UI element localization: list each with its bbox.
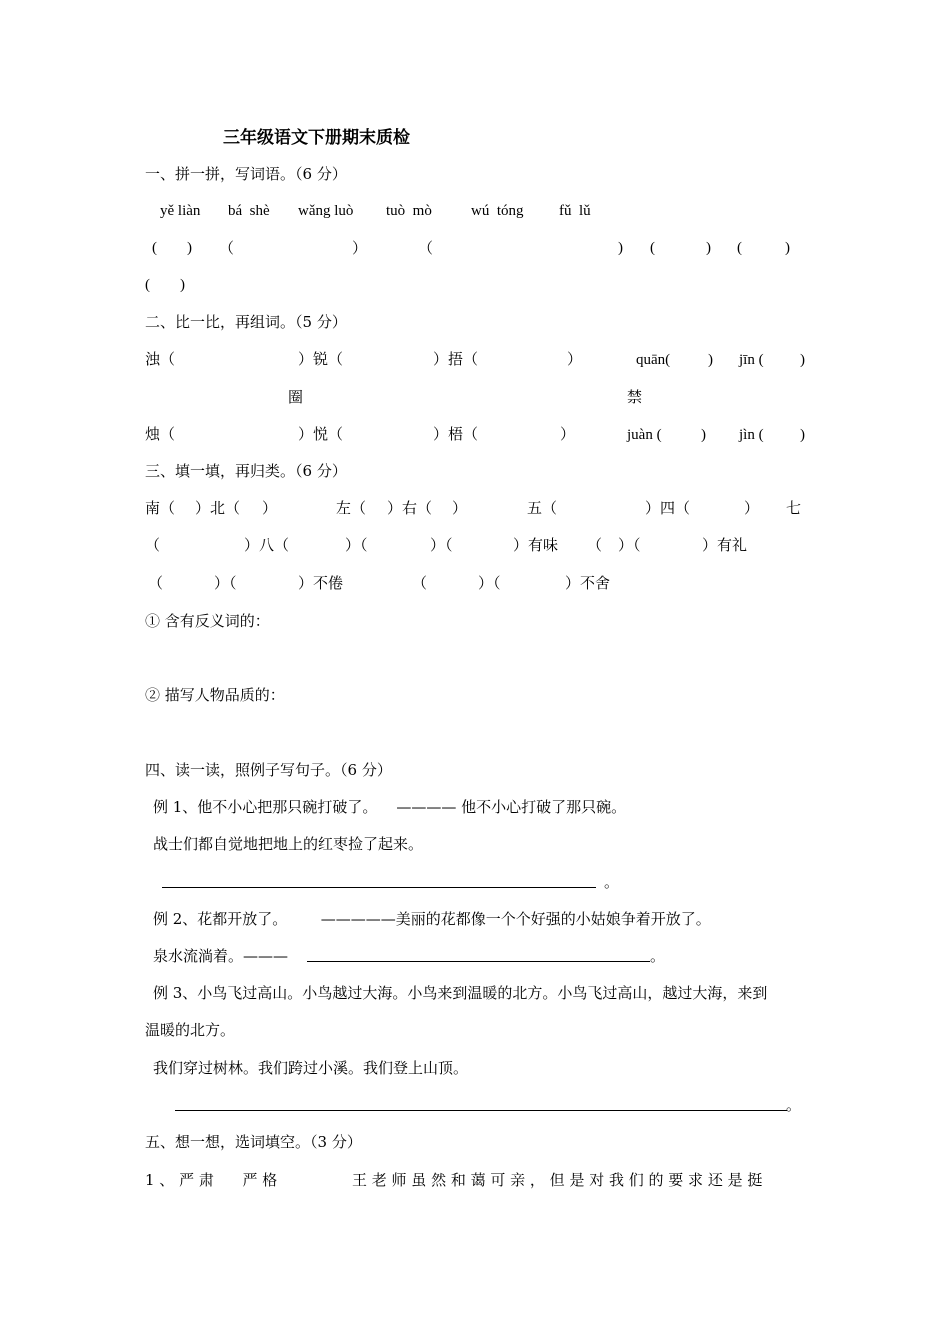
bracket-close: ): [800, 352, 805, 368]
section4-heading: 四、读一读，照例子写句子。（6 分）: [145, 761, 392, 779]
sentence-3: 我们穿过树林。我们跨过小溪。我们登上山顶。: [153, 1059, 469, 1077]
example-1: 例 1、他不小心把那只碗打破了。 ———— 他不小心打破了那只碗。: [153, 798, 627, 816]
bracket-close: ): [800, 427, 805, 443]
sentence-2: 泉水流淌着。———: [153, 947, 289, 965]
compare-char: 浊（: [145, 350, 176, 368]
fill-item: ）有礼: [702, 536, 748, 554]
pinyin-6: fǔ lǔ: [559, 203, 591, 219]
period: 。: [650, 947, 666, 965]
blank-close: ): [706, 240, 711, 256]
answer-line-2[interactable]: [307, 961, 650, 962]
period: 。: [604, 873, 620, 891]
fill-item: 左（: [336, 499, 367, 517]
compare-char: 烛（: [145, 425, 176, 443]
fill-item: ）右（: [387, 499, 433, 517]
fill-item: ）（: [618, 536, 641, 554]
fill-item: （: [148, 574, 164, 592]
blank-bracket[interactable]: ( ): [152, 240, 192, 256]
fill-item: （: [587, 536, 603, 554]
fill-item: ）不倦: [298, 574, 344, 592]
blank-bracket[interactable]: ( ): [145, 277, 185, 293]
char-jin: 禁: [627, 388, 643, 406]
fill-item: ）四（: [645, 499, 691, 517]
compare-char: ）梧（: [433, 425, 479, 443]
classify-quality: ② 描写人物品质的：: [145, 686, 285, 704]
answer-line-1[interactable]: [162, 887, 596, 888]
compare-char: ）悦（: [298, 425, 344, 443]
compare-char: ）捂（: [433, 350, 479, 368]
pinyin-quan: quān(: [636, 352, 671, 368]
fill-item: ）八（: [244, 536, 290, 554]
fill-item: ）北（: [195, 499, 241, 517]
answer-line-3[interactable]: [175, 1110, 787, 1111]
pinyin-1: yě liàn: [160, 203, 201, 219]
example-3-cont: 温暖的北方。: [145, 1021, 236, 1039]
blank-close: ): [618, 240, 623, 256]
blank-open: (: [737, 240, 742, 256]
compare-close: ）: [560, 425, 576, 443]
example-3: 例 3、小鸟飞过高山。小鸟越过大海。小鸟来到温暖的北方。小鸟飞过高山，越过大海，来到: [153, 984, 768, 1002]
char-quan: 圈: [288, 388, 304, 406]
example-2: 例 2、花都开放了。 —————美丽的花都像一个个好强的小姑娘争着开放了。: [153, 910, 711, 928]
pinyin-jin1: jīn (: [739, 352, 764, 368]
compare-close: ）: [567, 350, 583, 368]
fill-item: 七: [786, 499, 802, 517]
word-choice: 1 、 严 肃 严 格: [145, 1171, 278, 1189]
fill-item: ）不舍: [565, 574, 611, 592]
blank-open: (: [650, 240, 655, 256]
fill-item: 南（: [145, 499, 176, 517]
blank-open: （: [219, 239, 235, 257]
pinyin-4: tuò mò: [386, 203, 432, 219]
section1-heading: 一、拼一拼，写词语。（6 分）: [145, 165, 347, 183]
section2-heading: 二、比一比，再组词。（5 分）: [145, 313, 347, 331]
blank-close: ）: [352, 239, 368, 257]
fill-item: ）有味: [513, 536, 559, 554]
bracket-close: ): [701, 427, 706, 443]
blank-open: （: [418, 239, 434, 257]
pinyin-jin4: jìn (: [739, 427, 764, 443]
question-1-text: 王 老 师 虽 然 和 蔼 可 亲 ， 但 是 对 我 们 的 要 求 还 是 挺: [352, 1171, 763, 1189]
period: 。: [786, 1096, 802, 1114]
fill-item: ）（: [345, 536, 368, 554]
blank-close: ): [785, 240, 790, 256]
sentence-1: 战士们都自觉地把地上的红枣捡了起来。: [153, 835, 424, 853]
pinyin-3: wǎng luò: [298, 203, 354, 219]
pinyin-5: wú tóng: [471, 203, 524, 219]
fill-item: ）: [262, 499, 278, 517]
fill-item: ）（: [214, 574, 237, 592]
fill-item: ）: [744, 499, 760, 517]
fill-item: ）（: [430, 536, 453, 554]
compare-char: ）锐（: [298, 350, 344, 368]
pinyin-2: bá shè: [228, 203, 270, 219]
section3-heading: 三、填一填，再归类。（6 分）: [145, 462, 347, 480]
bracket-close: ): [708, 352, 713, 368]
section5-heading: 五、想一想，选词填空。（3 分）: [145, 1133, 362, 1151]
fill-item: ）（: [478, 574, 501, 592]
fill-item: （: [412, 574, 428, 592]
fill-item: 五（: [527, 499, 558, 517]
pinyin-juan: juàn (: [627, 427, 662, 443]
fill-item: ）: [452, 499, 468, 517]
fill-item: （: [145, 536, 161, 554]
classify-antonym: ① 含有反义词的：: [145, 612, 270, 630]
page-title: 三年级语文下册期末质检: [223, 128, 410, 148]
